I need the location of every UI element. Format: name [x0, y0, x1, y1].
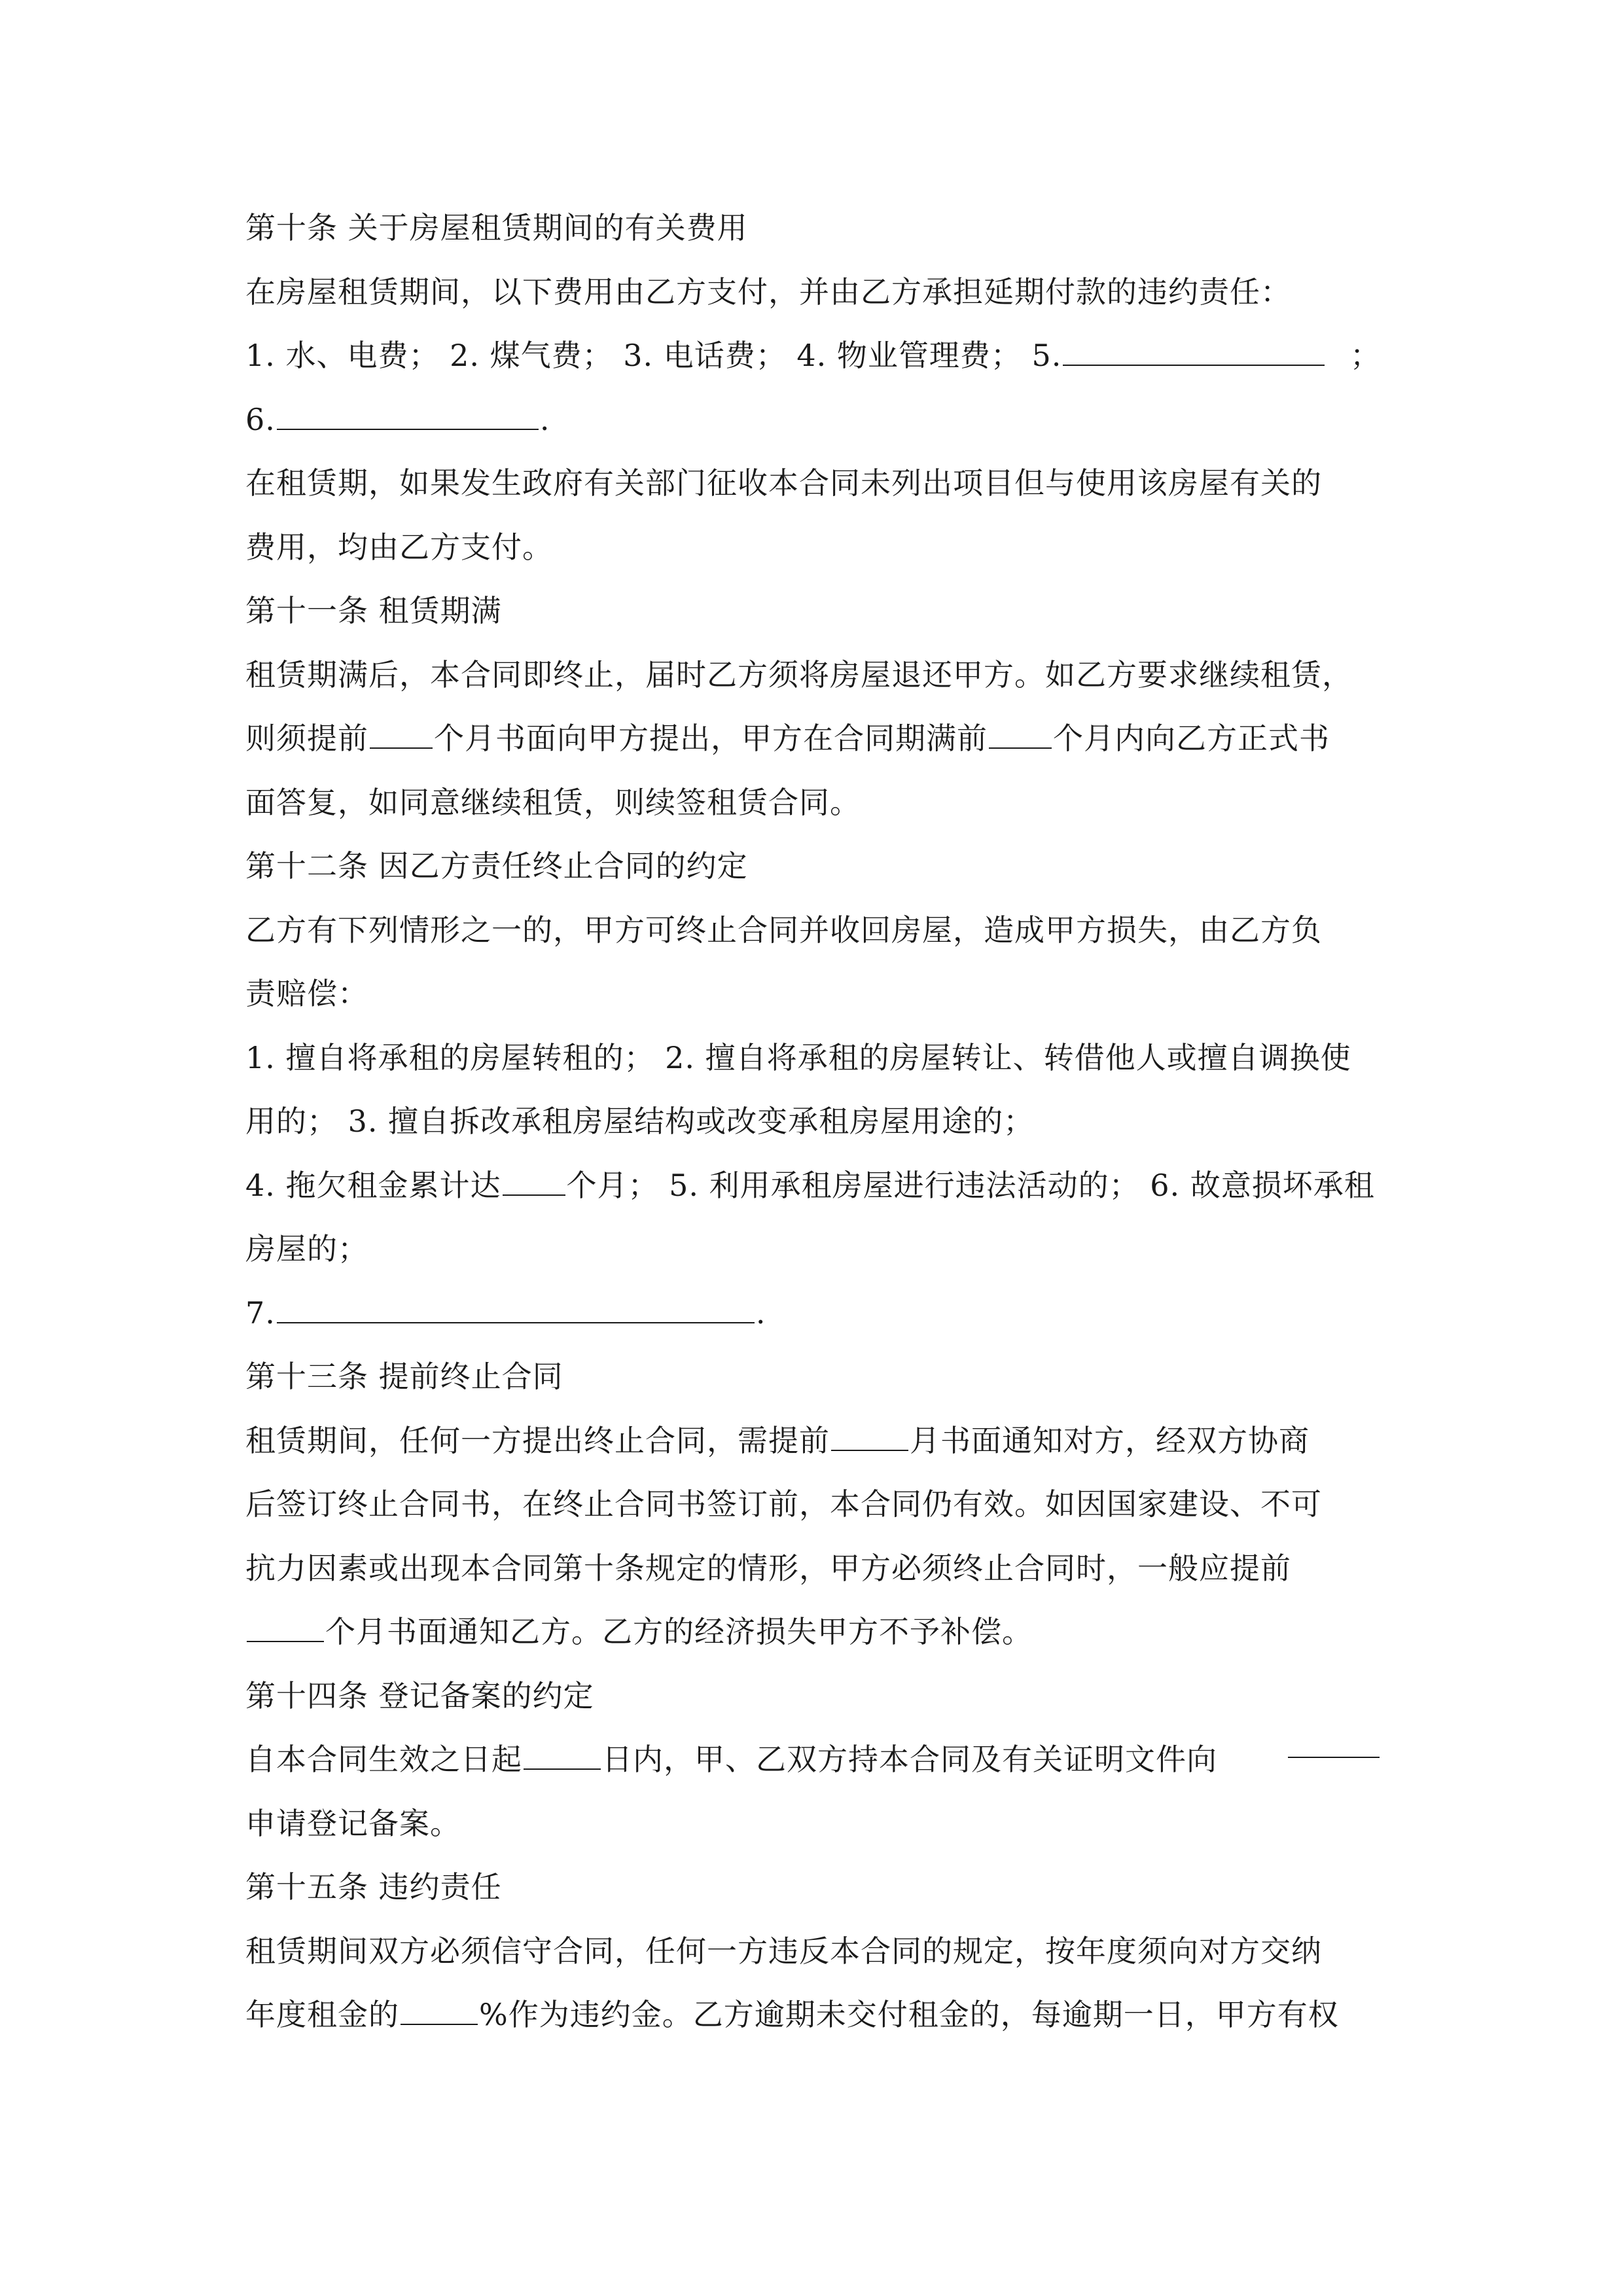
fill-in-blank[interactable]	[989, 719, 1052, 749]
paragraph-line: 责赔偿：	[245, 976, 368, 1011]
paragraph-line: 租赁期满后，本合同即终止，届时乙方须将房屋退还甲方。如乙方要求继续租赁，	[245, 656, 1353, 692]
paragraph-line: 费用，均由乙方支付。	[245, 529, 553, 565]
fill-in-blank[interactable]	[247, 1612, 324, 1642]
article-10-heading: 第十条 关于房屋租赁期间的有关费用	[245, 210, 748, 245]
fill-in-blank[interactable]	[401, 1995, 478, 2025]
paragraph-line: 用的； 3. 擅自拆改承租房屋结构或改变承租房屋用途的；	[245, 1103, 1035, 1139]
fill-in-blank[interactable]	[277, 400, 539, 430]
paragraph-line: 租赁期间，任何一方提出终止合同，需提前 月书面通知对方，经双方协商	[245, 1409, 1381, 1473]
paragraph-line: 在房屋租赁期间，以下费用由乙方支付，并由乙方承担延期付款的违约责任：	[245, 274, 1291, 310]
article-11-heading: 第十一条 租赁期满	[245, 593, 502, 628]
document-body	[245, 196, 1381, 2047]
paragraph-line: 租赁期间双方必须信守合同，任何一方违反本合同的规定，按年度须向对方交纳	[245, 1933, 1322, 1969]
paragraph-line: 在租赁期，如果发生政府有关部门征收本合同未列出项目但与使用该房屋有关的	[245, 465, 1322, 501]
paragraph-line: 面答复，如同意继续租赁，则续签租赁合同。	[245, 784, 861, 820]
paragraph-line: 1. 擅自将承租的房屋转租的； 2. 擅自将承租的房屋转让、转借他人或擅自调换使	[245, 1039, 1351, 1075]
paragraph-line: 6. .	[245, 388, 1381, 452]
paragraph-line: 后签订终止合同书，在终止合同书签订前，本合同仍有效。如因国家建设、不可	[245, 1486, 1322, 1522]
fill-in-blank[interactable]	[1063, 336, 1325, 366]
article-14-heading: 第十四条 登记备案的约定	[245, 1677, 594, 1713]
paragraph-line: 自本合同生效之日起 日内，甲、乙双方持本合同及有关证明文件向	[245, 1728, 1381, 1792]
fill-in-blank[interactable]	[370, 719, 433, 749]
fill-in-blank[interactable]	[831, 1421, 908, 1451]
paragraph-line: 个月书面通知乙方。乙方的经济损失甲方不予补偿。	[245, 1600, 1381, 1664]
fill-in-blank[interactable]	[503, 1166, 565, 1196]
paragraph-line: 7. .	[245, 1282, 1381, 1346]
fill-in-blank[interactable]	[524, 1740, 601, 1770]
paragraph-line: 则须提前 个月书面向甲方提出，甲方在合同期满前 个月内向乙方正式书	[245, 707, 1381, 771]
fill-in-blank[interactable]	[277, 1293, 755, 1323]
paragraph-line: 1. 水、电费； 2. 煤气费； 3. 电话费； 4. 物业管理费； 5. ；	[245, 324, 1381, 388]
paragraph-line: 乙方有下列情形之一的，甲方可终止合同并收回房屋，造成甲方损失，由乙方负	[245, 912, 1322, 948]
fill-in-blank[interactable]	[1288, 1728, 1380, 1758]
paragraph-line: 抗力因素或出现本合同第十条规定的情形，甲方必须终止合同时，一般应提前	[245, 1550, 1291, 1586]
article-12-heading: 第十二条 因乙方责任终止合同的约定	[245, 848, 748, 884]
paragraph-line: 房屋的；	[245, 1231, 368, 1266]
article-13-heading: 第十三条 提前终止合同	[245, 1359, 563, 1394]
paragraph-line: 申请登记备案。	[245, 1805, 461, 1841]
paragraph-line: 年度租金的 %作为违约金。乙方逾期未交付租金的，每逾期一日，甲方有权	[245, 1983, 1381, 2047]
paragraph-line: 4. 拖欠租金累计达 个月； 5. 利用承租房屋进行违法活动的； 6. 故意损坏承租	[245, 1154, 1381, 1218]
article-15-heading: 第十五条 违约责任	[245, 1869, 502, 1905]
